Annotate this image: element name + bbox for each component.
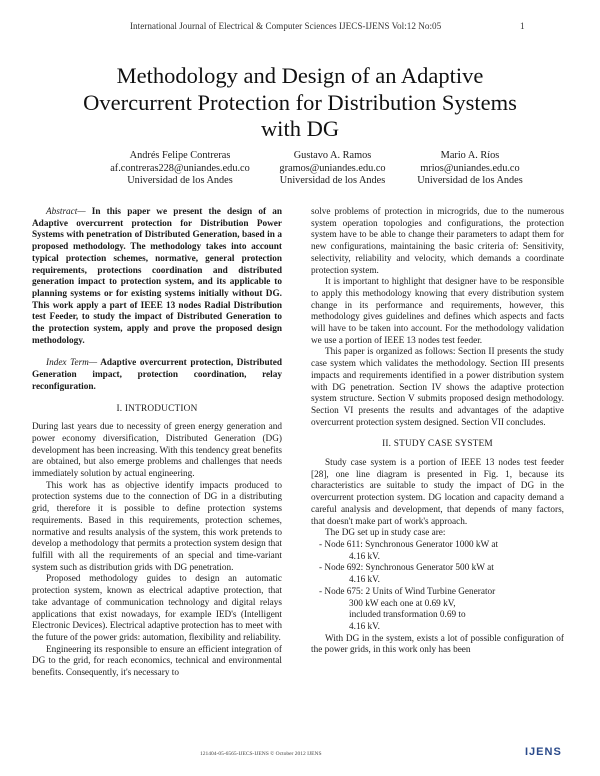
list-item: - Node 692: Synchronous Generator 500 kW at bbox=[319, 563, 494, 574]
author-email: af.contreras228@uniandes.edu.co bbox=[110, 162, 250, 174]
intro-paragraph-5: It is important to highlight that designer have to be responsible to apply this methodology knowing that every distribution system change in its performance and requirements, however, this methodology gives guidelines and defines which aspects and facts will have to be taken into account. For the methodology validation we use a portion of IEEE 13 nodes test feeder. bbox=[311, 277, 564, 346]
list-item-detail: 4.16 kV. bbox=[349, 551, 380, 562]
index-terms bbox=[32, 358, 282, 393]
intro-paragraph-2: This work has as objective identify impacts produced to protection systems due to the connection of DG in a distributing grid, therefore it is possible to define protection systems requirements. Based in this requirements, protection schemes, normative and results analysis of the system, this work pretends to develop a methodology that permits a protection system design that fulfill with all the requirements of an special and time-variant system such as distribution grids with DG penetration. bbox=[32, 480, 282, 573]
footer-text: 121404-05-6565-IJECS-IJENS © October 2012 IJENS bbox=[200, 751, 322, 757]
author-name: Andrés Felipe Contreras bbox=[129, 150, 231, 161]
ijens-logo: IJENS bbox=[525, 746, 562, 758]
study-case-closing: With DG in the system, exists a lot of possible configuration of the power grids, in this work only has been bbox=[311, 633, 564, 656]
author-block bbox=[40, 150, 560, 190]
section-heading-study-case: II. STUDY CASE SYSTEM bbox=[382, 439, 493, 450]
author-affiliation: Universidad de los Andes bbox=[127, 175, 233, 187]
list-item-detail: 4.16 kV. bbox=[349, 621, 380, 632]
title-line-2: Overcurrent Protection for Distribution Systems bbox=[83, 89, 517, 115]
intro-paragraph-3: Proposed methodology guides to design an automatic protection system, known as electrical adaptive protection, that take advantage of communication technology and digital relays applications that exist nowadays, for example IED's (Intelligent Electronic Devices). Electrical adaptive protection has to meet with the future of the power grids: automation, flexibility and reliability. bbox=[32, 574, 282, 643]
author-name: Gustavo A. Ramos bbox=[293, 150, 372, 161]
author-2 bbox=[250, 150, 415, 188]
author-name: Mario A. Ríos bbox=[440, 150, 500, 161]
running-header bbox=[0, 21, 600, 35]
section-heading-introduction: I. INTRODUCTION bbox=[116, 403, 198, 414]
intro-paragraph-1: During last years due to necessity of green energy generation and power economy diversification, Distributed Generation (DG) development has been increasing. With this tendency great benefits are obtained, but also emerge problems and challenges that needs immediately solution by actual engineering. bbox=[32, 422, 282, 480]
abstract bbox=[32, 207, 282, 347]
list-item-detail: included transformation 0.69 to bbox=[349, 610, 466, 621]
journal-name: International Journal of Electrical & Computer Sciences IJECS-IJENS Vol:12 No:05 bbox=[130, 21, 442, 31]
abstract-text: In this paper we present the design of an Adaptive overcurrent protection for Distribution Power Systems with penetration of Distributed Generation, based in a proposed methodology. The methodology takes into account typical protection schemes, normative, general protection requirements, protections coordination and distributed generation impact to protection system, and its applicable to planning systems or for existing systems initially without DG. This work apply a part of IEEE 13 nodes Radial Distribution test Feeder, to study the impact of Distributed Generation to the protection system, apply and prove the proposed design methodology. bbox=[32, 207, 282, 346]
author-email: gramos@uniandes.edu.co bbox=[279, 162, 386, 174]
paper-title bbox=[40, 63, 560, 143]
list-item: - Node 675: 2 Units of Wind Turbine Generator bbox=[319, 586, 496, 597]
author-3 bbox=[395, 150, 545, 188]
dg-list bbox=[311, 540, 564, 634]
author-affiliation: Universidad de los Andes bbox=[279, 175, 386, 187]
page-number: 1 bbox=[520, 21, 525, 31]
list-item: - Node 611: Synchronous Generator 1000 kW at bbox=[319, 539, 499, 550]
author-email: mrios@uniandes.edu.co bbox=[420, 162, 520, 174]
index-term-lead: Index Term— bbox=[46, 358, 98, 369]
dg-intro: The DG set up in study case are: bbox=[325, 528, 446, 539]
intro-paragraph-6: This paper is organized as follows: Section II presents the study case system which validates the methodology. Section III presents impacts and requirements identified in a power distribution system with DG penetration. Section IV shows the adaptive protection system structure. Section V submits proposed design methodology. Section VI presents the results and advantages of the adaptive overcurrent protection system designed. Section VII concludes. bbox=[311, 347, 564, 428]
title-line-3: with DG bbox=[260, 116, 340, 141]
title-line-1: Methodology and Design of an Adaptive bbox=[116, 63, 484, 88]
left-column bbox=[32, 207, 282, 680]
intro-continuation: solve problems of protection in microgrids, due to the numerous system operation topologies and configurations, the protection system have to be able to change their parameters to adapt them for new configurations, maintaining the basic criteria of: Sensitivity, selectivity, reliability and velocity, which demands a coordinate protection system. bbox=[311, 207, 564, 276]
study-case-paragraph: Study case system is a portion of IEEE 13 nodes test feeder [28], one line diagram is presented in Fig. 1, because its characteristics are suitable to study the impact of DG in the overcurrent protection system. DG location and capacity demand a careful analysis and development, that depends of many factors, that doesn't make part of work's approach. bbox=[311, 458, 564, 527]
abstract-lead: Abstract— bbox=[46, 207, 86, 217]
right-column bbox=[311, 207, 564, 657]
list-item-detail: 4.16 kV. bbox=[349, 575, 380, 586]
author-affiliation: Universidad de los Andes bbox=[417, 175, 523, 187]
index-term-text: Adaptive overcurrent protection, Distributed Generation impact, protection coordination, relay reconfiguration. bbox=[32, 358, 282, 392]
list-item-detail: 300 kW each one at 0.69 kV, bbox=[349, 598, 456, 609]
author-1 bbox=[100, 150, 260, 188]
intro-paragraph-4: Engineering its responsible to ensure an efficient integration of DG to the grid, for reach economics, technical and environmental benefits. Consequently, it's necessary to bbox=[32, 644, 282, 679]
